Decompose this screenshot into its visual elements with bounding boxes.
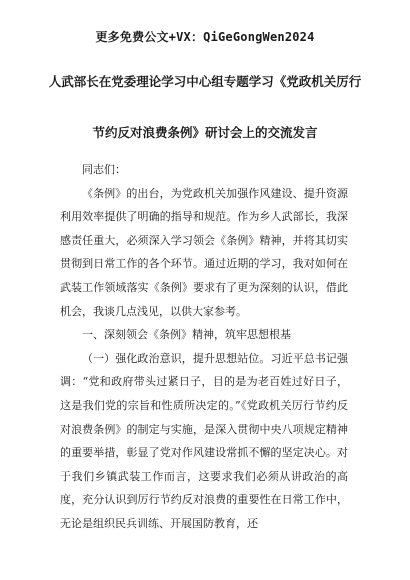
document-title-line1: 人武部长在党委理论学习中心组专题学习《党政机关厉行 [48, 74, 362, 89]
document-body [60, 158, 348, 536]
document-title-line2: 节约反对浪费条例》研讨会上的交流发言 [92, 125, 318, 140]
section-heading: 一、深刻领会《条例》精神，筑牢思想根基 [82, 328, 291, 342]
watermark-header: 更多免费公文+VX：QiGeGongWen2024 [95, 30, 315, 44]
intro-paragraph: 《条例》的出台，为党政机关加强作风建设、提升资源利用效率提供了明确的指导和规范。作为乡人武部长，我深感责任重大，必须深入学习领会《条例》精神，并将其切实贯彻到日常工作的各个环节。通过近期的学习，我对如何在武装工作领域落实《条例》要求有了更为深刻的认识，借此机会，我谈几点浅见，以供大家参考。 [60, 186, 348, 318]
subsection-paragraph: （一）强化政治意识，提升思想站位。习近平总书记强调：“党和政府带头过紧日子，目的是为老百姓过好日子，这是我们党的宗旨和性质所决定的。”《党政机关厉行节约反对浪费条例》的制定与实施，是深入贯彻中央八项规定精神的重要举措，彰显了党对作风建设常抓不懈的坚定决心。对于我们乡镇武装工作而言，这要求我们必须从讲政治的高度，充分认识到厉行节约反对浪费的重要性在日常工作中，无论是组织民兵训练、开展国防教育，还 [60, 351, 348, 530]
salutation: 同志们： [82, 163, 126, 176]
